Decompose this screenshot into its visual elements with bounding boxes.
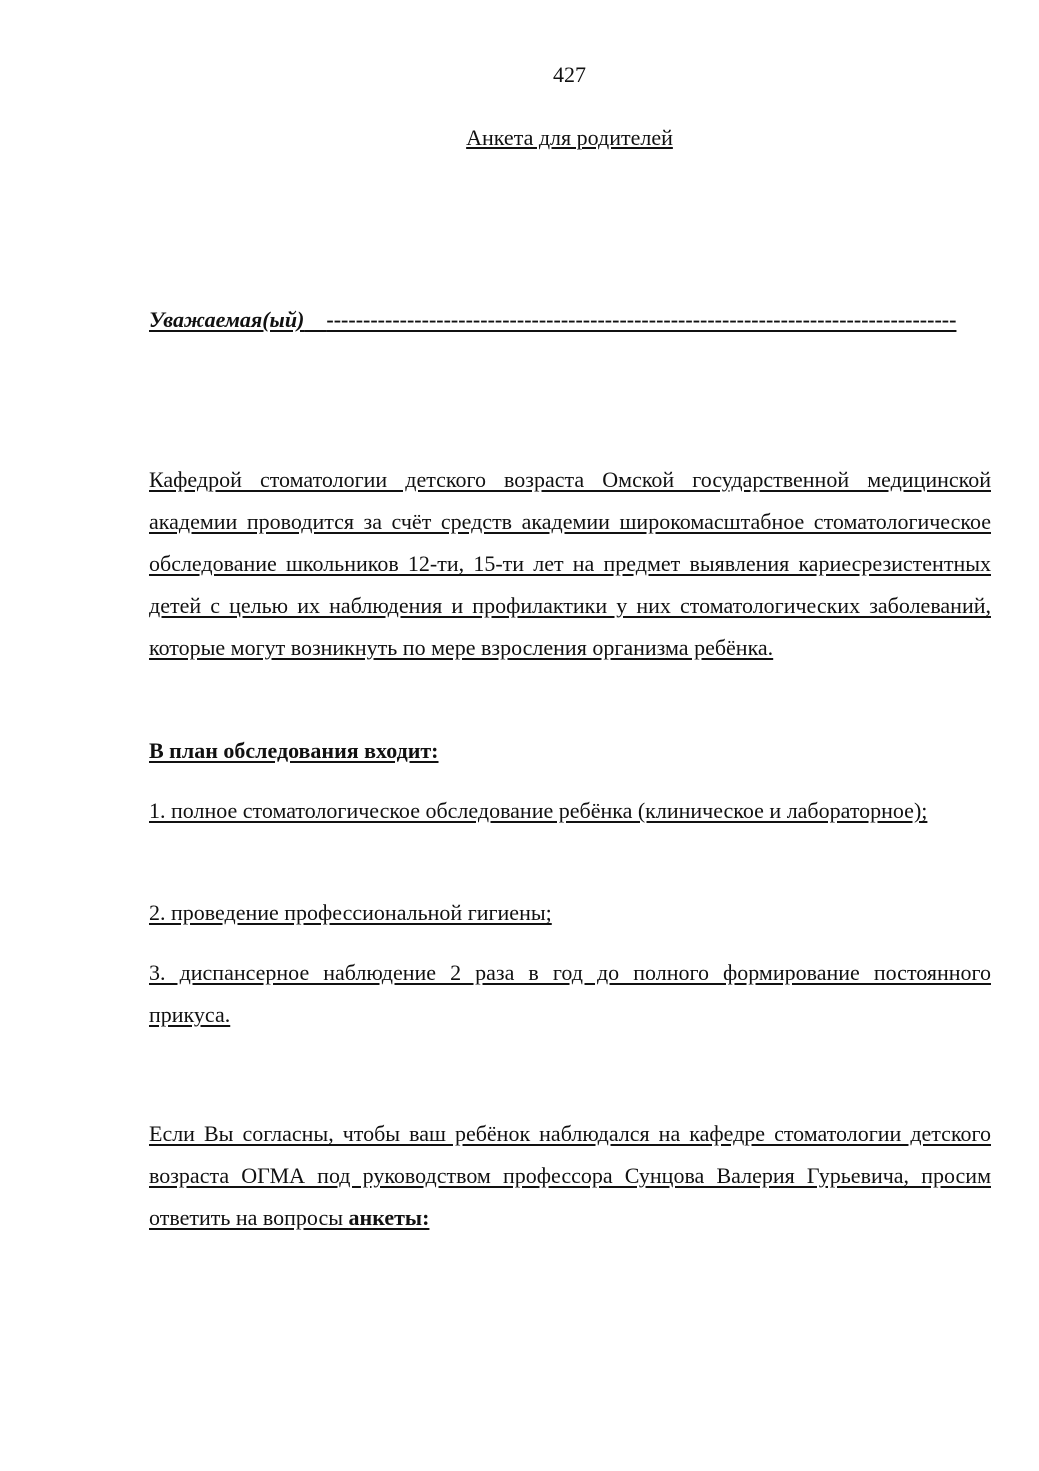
plan-item	[149, 952, 991, 1036]
closing-bold-text: анкеты:	[348, 1205, 430, 1230]
plan-item-text: 3. диспансерное наблюдение 2 раза в год до полного формирование постоянного прикуса.	[149, 960, 991, 1027]
plan-item	[149, 892, 991, 934]
plan-item-text: 2. проведение профессиональной гигиены;	[149, 900, 552, 925]
closing-regular-text: Если Вы согласны, чтобы ваш ребёнок наблюдался на кафедре стоматологии детского возраста ОГМА под руководством профессора Сунцова Валерия Гурьевича, просим ответить на вопросы	[149, 1121, 991, 1230]
salutation	[149, 300, 991, 340]
document-title: Анкета для родителей	[466, 125, 673, 150]
plan-heading	[149, 730, 991, 772]
salutation-blank-line: --------------------------------------------------------------------------------------	[326, 307, 957, 332]
page-number: 427	[553, 62, 586, 87]
plan-item-text: 1. полное стоматологическое обследование ребёнка (клиническое и лабораторное);	[149, 798, 928, 823]
plan-item	[149, 790, 991, 832]
salutation-label: Уважаемая(ый)	[149, 307, 305, 332]
closing-paragraph	[149, 1113, 991, 1239]
intro-paragraph	[149, 459, 991, 669]
plan-heading-text: В план обследования входит:	[149, 738, 439, 763]
intro-text: Кафедрой стоматологии детского возраста Омской государственной медицинской академии проводится за счёт средств академии широкомасштабное стоматологическое обследование школьников 12-ти, 15-ти лет на предмет выявления кариесрезистентных детей с целью их наблюдения и профилактики у них стоматологических заболеваний, которые могут возникнуть по мере взросления организма ребёнка.	[149, 467, 991, 660]
closing-text	[149, 1121, 991, 1230]
